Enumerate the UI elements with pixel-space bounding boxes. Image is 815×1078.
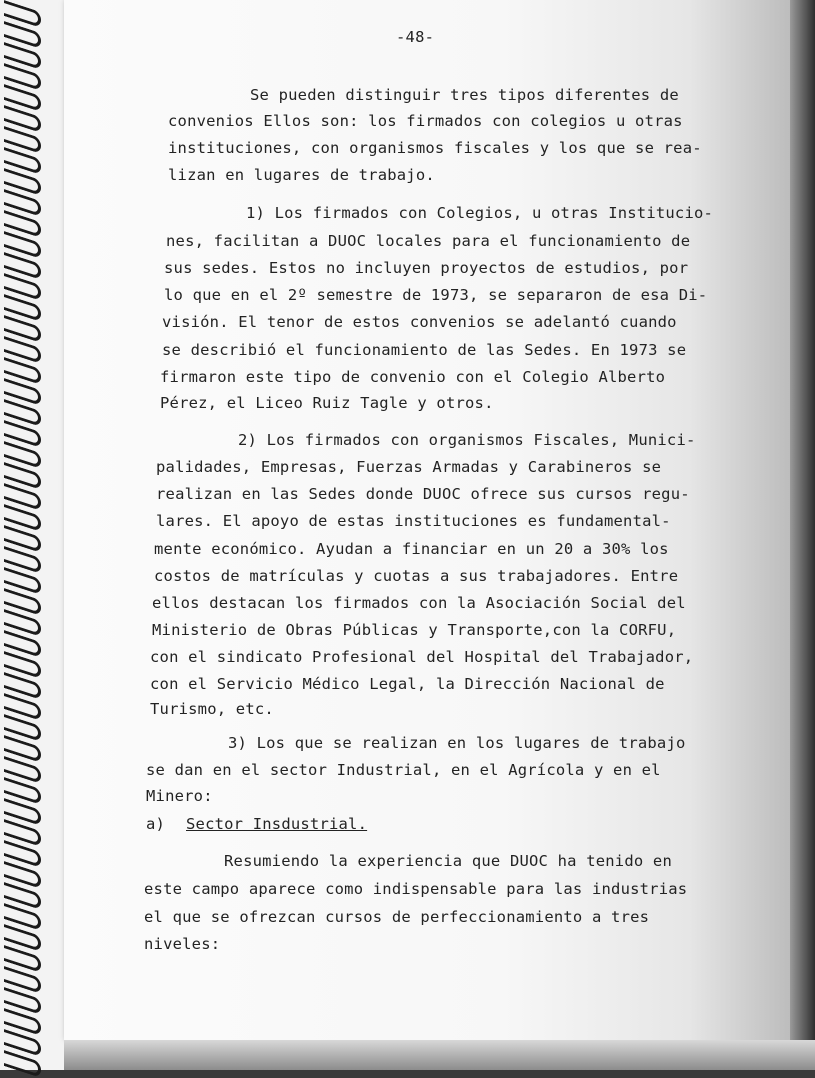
paragraph-line: Turismo, etc.	[150, 700, 274, 718]
paragraph-line: ellos destacan los firmados con la Asociación Social del	[152, 594, 686, 612]
paragraph-line: lo que en el 2º semestre de 1973, se separaron de esa Di-	[164, 286, 708, 304]
paragraph-line: convenios Ellos son: los firmados con colegios u otras	[168, 112, 683, 130]
paragraph-line: Minero:	[146, 787, 213, 805]
paragraph-line: se describió el funcionamiento de las Sedes. En 1973 se	[162, 341, 687, 359]
paragraph-line: sus sedes. Estos no incluyen proyectos de estudios, por	[164, 259, 689, 277]
page-bottom-edge	[64, 1040, 815, 1070]
paragraph-line: el que se ofrezcan cursos de perfeccionamiento a tres	[144, 908, 650, 926]
section-marker: a)	[146, 815, 166, 833]
paragraph-line: lares. El apoyo de estas instituciones es fundamental-	[156, 512, 671, 530]
paragraph-line: este campo aparece como indispensable para las industrias	[144, 880, 688, 898]
paragraph-line: realizan en las Sedes donde DUOC ofrece sus cursos regu-	[156, 485, 690, 503]
paragraph-line: firmaron este tipo de convenio con el Colegio Alberto	[160, 368, 666, 386]
paragraph-line: 3) Los que se realizan en los lugares de trabajo	[228, 734, 686, 752]
paragraph-line: se dan en el sector Industrial, en el Agrícola y en el	[146, 761, 661, 779]
paragraph-line: Pérez, el Liceo Ruiz Tagle y otros.	[160, 394, 494, 412]
paragraph-line: Ministerio de Obras Públicas y Transporte,con la CORFU,	[152, 621, 677, 639]
paragraph-line: costos de matrículas y cuotas a sus trabajadores. Entre	[154, 567, 679, 585]
paragraph-line: 2) Los firmados con organismos Fiscales, Munici-	[238, 431, 696, 449]
spiral-binding	[0, 0, 66, 1070]
paragraph-line: con el Servicio Médico Legal, la Dirección Nacional de	[150, 675, 665, 693]
paragraph-line: mente económico. Ayudan a financiar en un 20 a 30% los	[154, 540, 669, 558]
section-heading: Sector Insdustrial.	[186, 815, 368, 833]
paragraph-line: Se pueden distinguir tres tipos diferentes de	[250, 86, 679, 104]
paragraph-line: palidades, Empresas, Fuerzas Armadas y Carabineros se	[156, 458, 662, 476]
paragraph-line: lizan en lugares de trabajo.	[168, 166, 435, 184]
paragraph-line: instituciones, con organismos fiscales y los que se rea-	[168, 139, 702, 157]
paragraph-line: niveles:	[144, 935, 221, 953]
paragraph-line: Resumiendo la experiencia que DUOC ha tenido en	[224, 852, 672, 870]
paragraph-line: 1) Los firmados con Colegios, u otras Institucio-	[246, 204, 714, 222]
page-stack-edge	[790, 0, 815, 1070]
paragraph-line: con el sindicato Profesional del Hospital del Trabajador,	[150, 648, 694, 666]
paragraph-line: visión. El tenor de estos convenios se adelantó cuando	[162, 313, 677, 331]
paragraph-line: nes, facilitan a DUOC locales para el funcionamiento de	[166, 232, 691, 250]
page-number: -48-	[396, 28, 435, 46]
